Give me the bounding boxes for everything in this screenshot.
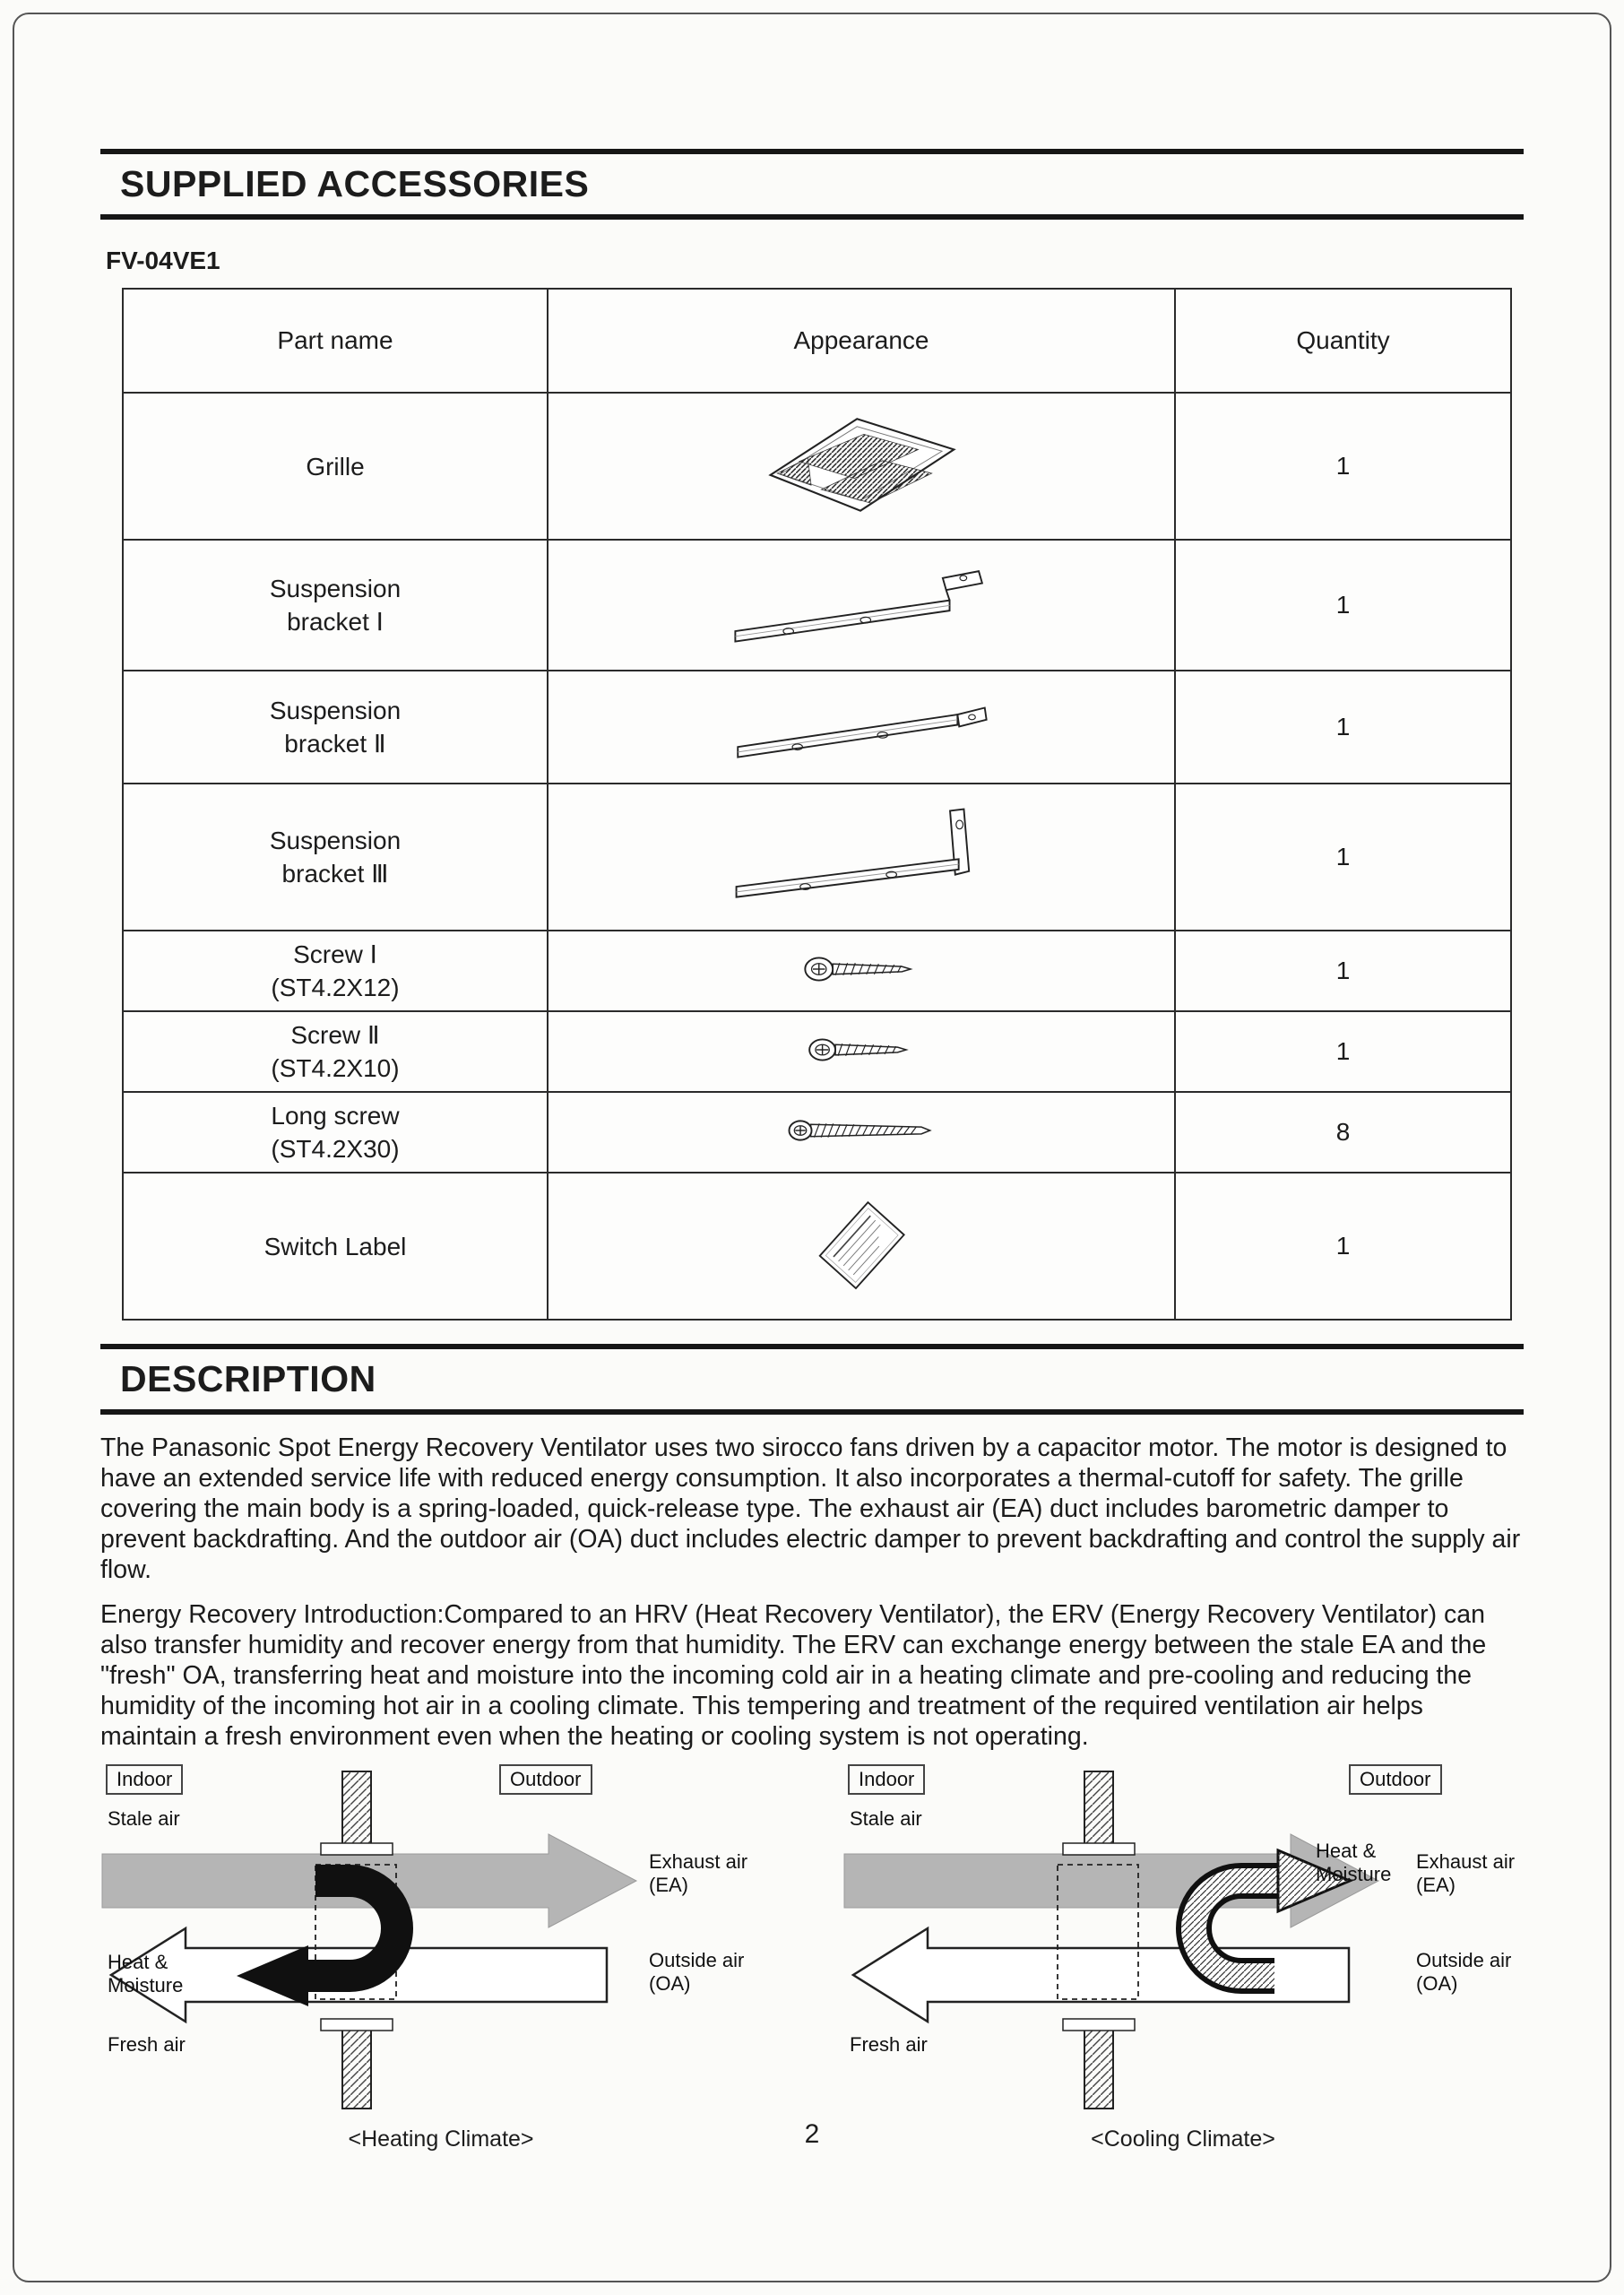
part-name-line2: bracket Ⅲ — [281, 860, 389, 888]
part-name: Screw Ⅰ — [293, 940, 377, 968]
description-paragraph: Energy Recovery Introduction:Compared to an HRV (Heat Recovery Ventilator), the ERV (Energy Recovery Ventilator) can also transfer humidity and recover energy from that humidity. The ERV can exchange energy between the stale EA and the "fresh" OA, transferring heat and moisture into the incoming cold air in a heating climate and pre-cooling and reducing the humidity of the incoming hot air in a cooling climate. This tempering and treatment of the required ventilation air helps maintain a fresh environment even when the heating or cooling system is not operating. — [100, 1600, 1487, 1751]
cooling-climate-caption: <Cooling Climate> — [1091, 2126, 1275, 2152]
quantity-value: 1 — [1175, 540, 1511, 671]
quantity-value: 1 — [1175, 931, 1511, 1011]
supplied-accessories-title: SUPPLIED ACCESSORIES — [120, 163, 590, 204]
column-header-quantity: Quantity — [1175, 289, 1511, 393]
part-name: Suspension — [269, 827, 402, 854]
indoor-label: Indoor — [106, 1764, 183, 1795]
quantity-value: 1 — [1175, 1011, 1511, 1092]
duct-flange-top — [321, 1843, 393, 1855]
quantity-value: 8 — [1175, 1092, 1511, 1173]
part-name: Screw Ⅱ — [290, 1021, 380, 1049]
quantity-value: 1 — [1175, 671, 1511, 784]
quantity-value: 1 — [1175, 1173, 1511, 1320]
fresh-air-label: Fresh air — [850, 2033, 928, 2056]
quantity-value: 1 — [1175, 784, 1511, 931]
long-screw-icon — [781, 1106, 942, 1155]
stale-air-label: Stale air — [850, 1807, 922, 1830]
part-name-line2: (ST4.2X10) — [271, 1054, 400, 1082]
part-name-line2: (ST4.2X12) — [271, 974, 400, 1001]
heat-moisture-label: Heat & Moisture — [1316, 1840, 1392, 1885]
stale-air-label: Stale air — [108, 1807, 180, 1830]
heat-moisture-label: Heat & Moisture — [108, 1951, 184, 1996]
wall-lower — [1084, 2022, 1113, 2109]
exhaust-air-label: Exhaust air (EA) — [1416, 1850, 1516, 1896]
outdoor-label: Outdoor — [499, 1764, 592, 1795]
exhaust-air-label: Exhaust air (EA) — [649, 1850, 748, 1896]
heating-climate-caption: <Heating Climate> — [348, 2126, 534, 2152]
table-row — [123, 1173, 1511, 1320]
part-name: Switch Label — [263, 1232, 407, 1260]
outside-air-label: Outside air (OA) — [649, 1949, 745, 1995]
table-row — [123, 540, 1511, 671]
table-row — [123, 931, 1511, 1011]
heating-diagram-graphic — [100, 1764, 782, 2123]
table-row — [123, 784, 1511, 931]
accessories-table — [122, 288, 1512, 1321]
screw-2-icon — [799, 1026, 924, 1074]
page-content — [100, 0, 1524, 2159]
wall-upper — [342, 1771, 371, 1850]
table-row — [123, 1011, 1511, 1092]
screw-1-icon — [794, 945, 929, 993]
column-header-appearance: Appearance — [548, 289, 1175, 393]
table-row — [123, 1092, 1511, 1173]
cooling-diagram-graphic — [842, 1764, 1524, 2123]
grille-icon — [754, 407, 969, 522]
quantity-value: 1 — [1175, 393, 1511, 540]
outside-air-label: Outside air (OA) — [1416, 1949, 1512, 1995]
heat-transfer-arrow — [307, 1881, 397, 1976]
wall-upper — [1084, 1771, 1113, 1850]
part-name: Suspension — [269, 697, 402, 724]
cooling-climate-diagram — [842, 1764, 1524, 2159]
description-paragraph: The Panasonic Spot Energy Recovery Ventilator uses two sirocco fans driven by a capacitor motor. The motor is designed to have an extended service life with reduced energy consumption. It also incorporates a thermal-cutoff for safety. The grille covering the main body is a spring-loaded, quick-release type. The exhaust air (EA) duct includes barometric damper to prevent backdrafting. And the outdoor air (OA) duct includes electric damper to prevent backdrafting and control the supply air flow. — [100, 1433, 1521, 1584]
switch-label-icon — [799, 1177, 924, 1312]
duct-flange-bottom — [321, 2019, 393, 2031]
column-header-part-name: Part name — [123, 289, 548, 393]
fresh-air-label: Fresh air — [108, 2033, 186, 2056]
part-name: Long screw — [271, 1102, 400, 1130]
part-name-line2: (ST4.2X30) — [271, 1135, 400, 1163]
duct-flange-top — [1063, 1843, 1135, 1855]
part-name: Suspension — [269, 575, 402, 602]
part-name-line2: bracket Ⅰ — [287, 608, 384, 636]
wall-lower — [342, 2022, 371, 2109]
table-row — [123, 671, 1511, 784]
rule-line — [100, 1344, 1524, 1349]
description-header — [100, 1344, 1524, 1415]
part-name-line2: bracket Ⅱ — [284, 730, 386, 758]
page-number: 2 — [804, 2119, 820, 2149]
supplied-accessories-header — [100, 149, 1524, 220]
indoor-label: Indoor — [848, 1764, 925, 1795]
rule-line — [100, 149, 1524, 154]
suspension-bracket-3-icon — [727, 799, 996, 911]
outdoor-label: Outdoor — [1349, 1764, 1442, 1795]
part-name: Grille — [306, 452, 365, 481]
description-title: DESCRIPTION — [120, 1358, 376, 1399]
table-header-row — [123, 289, 1511, 393]
suspension-bracket-2-icon — [727, 682, 996, 767]
table-row — [123, 393, 1511, 540]
rule-line — [100, 214, 1524, 220]
climate-diagrams — [100, 1764, 1524, 2159]
rule-line — [100, 1409, 1524, 1415]
suspension-bracket-1-icon — [727, 554, 996, 653]
heating-climate-diagram — [100, 1764, 782, 2159]
model-number: FV-04VE1 — [106, 247, 220, 274]
outside-air-arrow — [853, 1928, 1349, 2022]
duct-flange-bottom — [1063, 2019, 1135, 2031]
